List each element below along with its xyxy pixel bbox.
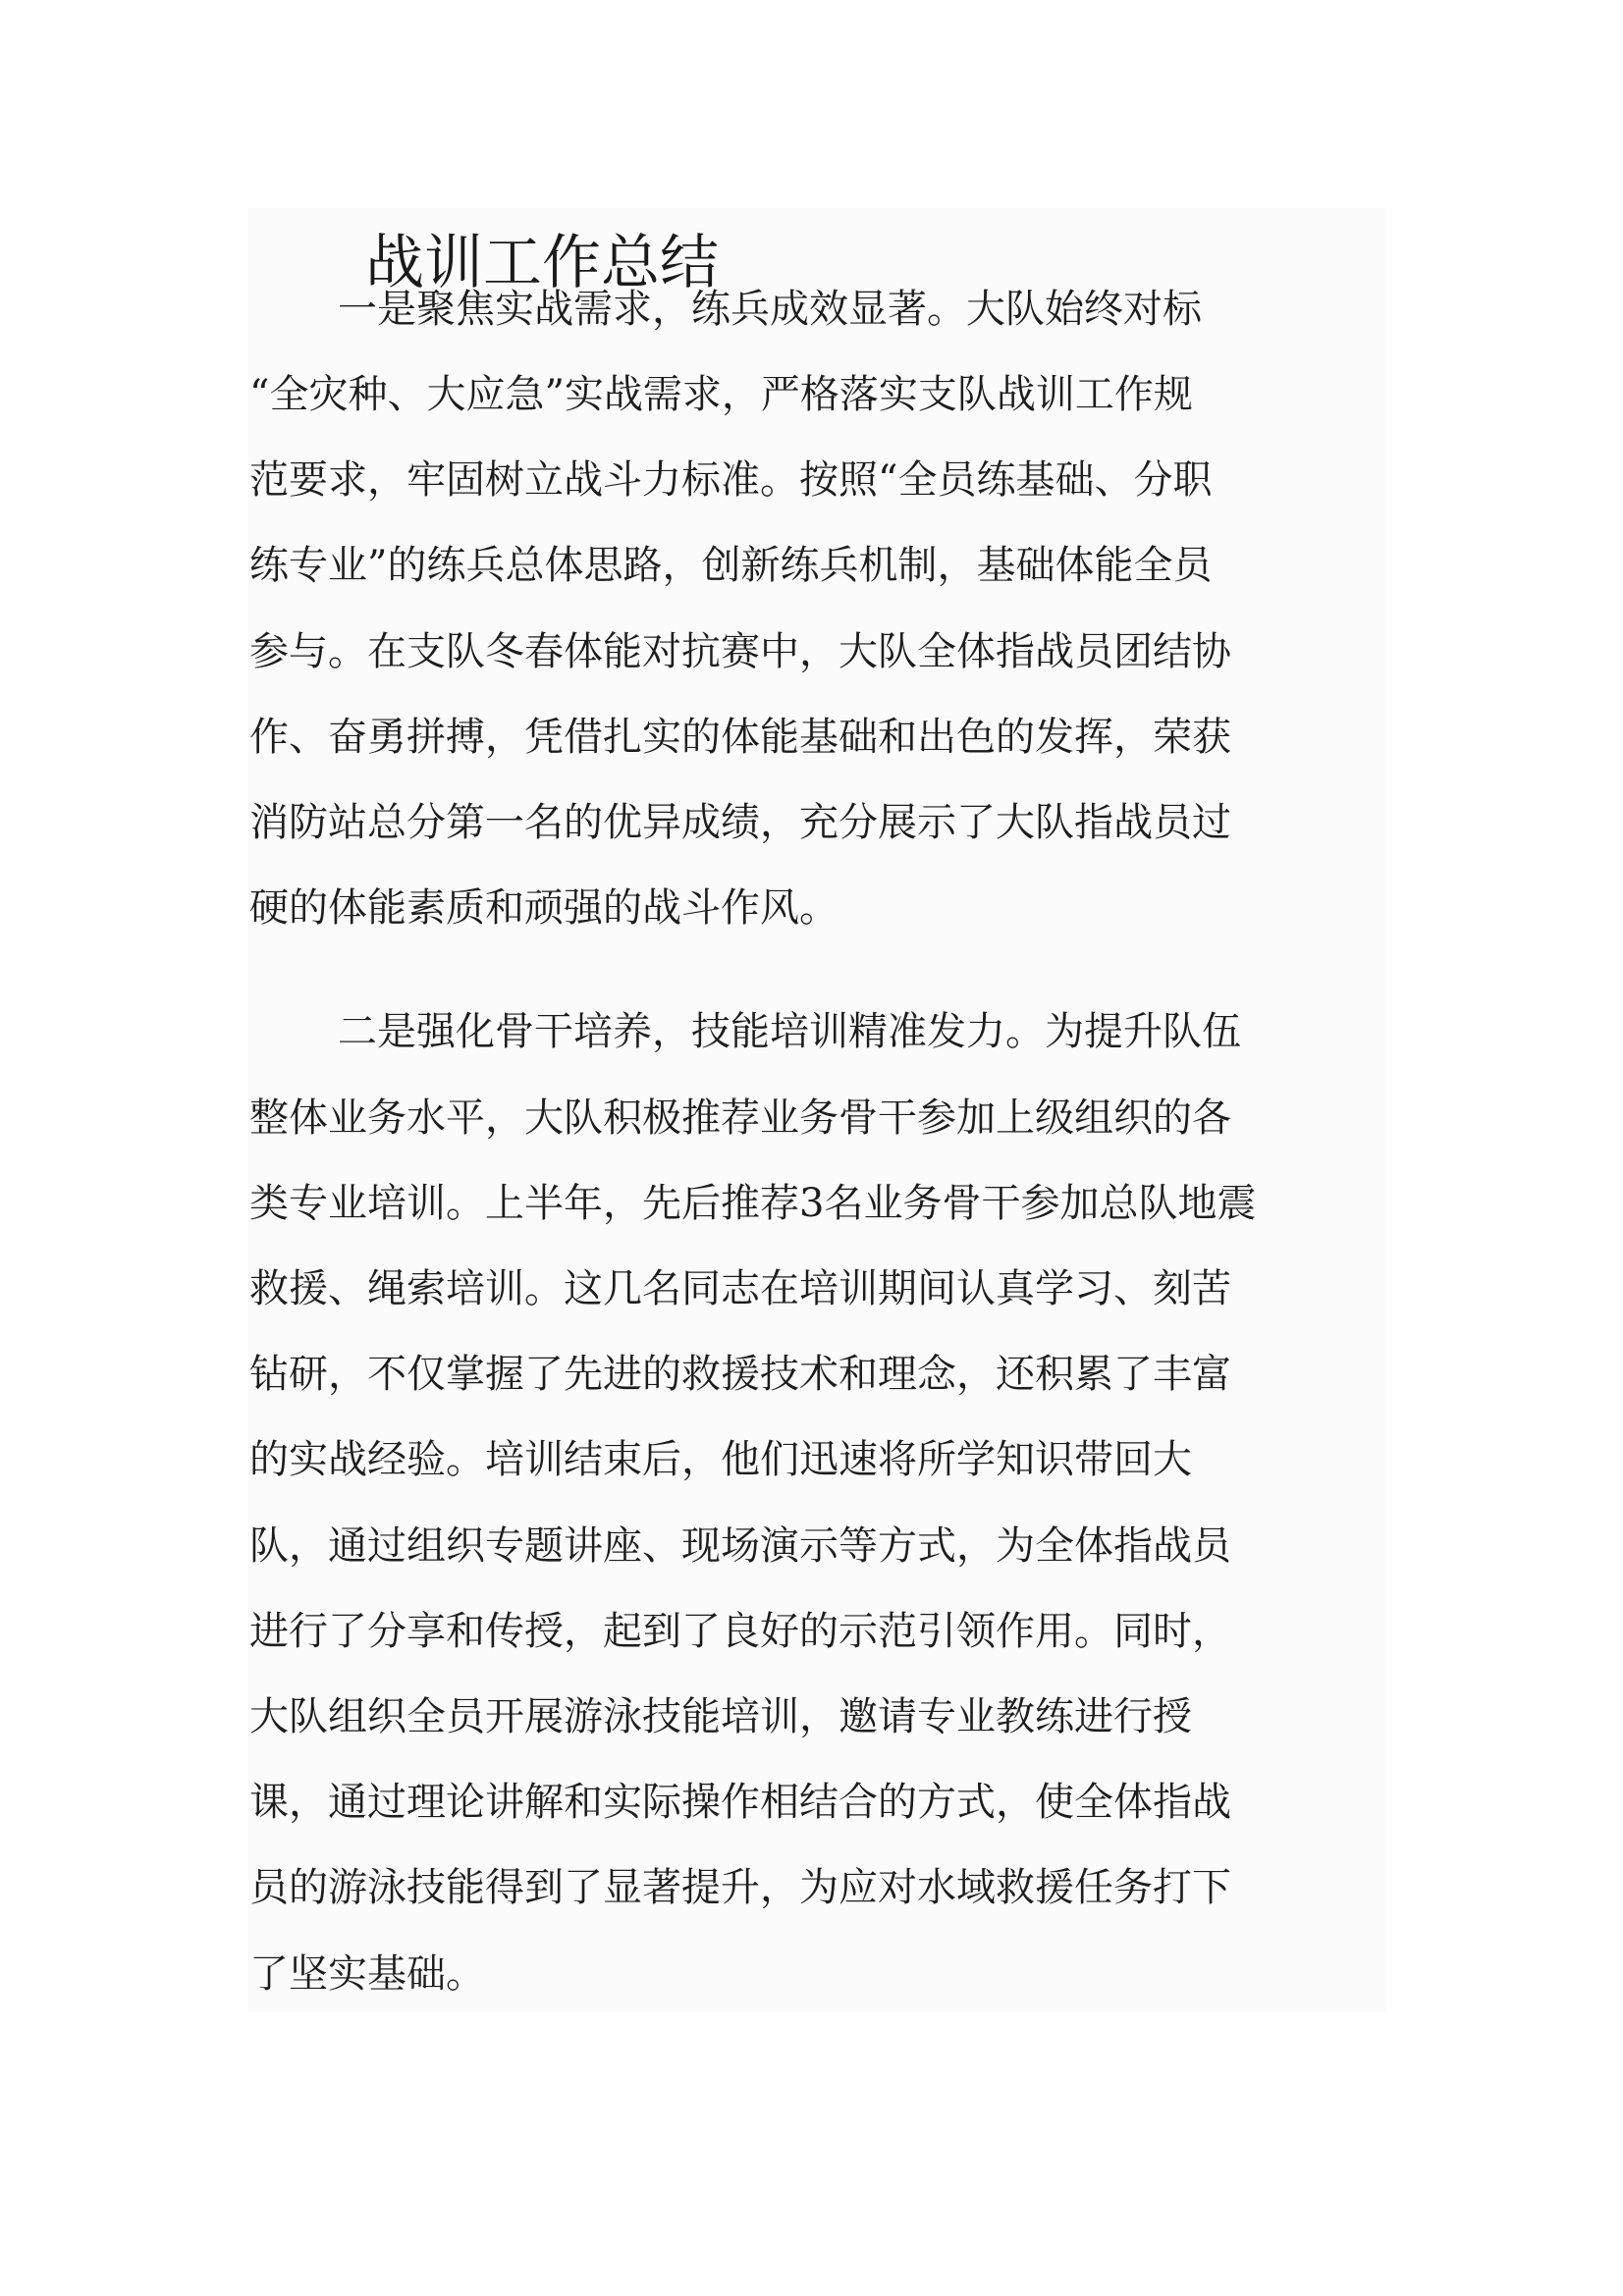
paragraph-2-line-9: 大队组织全员开展游泳技能培训，邀请专业教练进行授 <box>249 1694 1192 1739</box>
paragraph-2-line-12: 了坚实基础。 <box>249 1951 485 1997</box>
paragraph-2-line-8: 进行了分享和传授，起到了良好的示范引领作用。同时， <box>249 1609 1231 1654</box>
paragraph-1-line-6: 作、奋勇拼搏，凭借扎实的体能基础和出色的发挥，荣获 <box>249 715 1231 760</box>
paragraph-1-line-8: 硬的体能素质和顽强的战斗作风。 <box>249 885 839 931</box>
paragraph-2-line-11: 员的游泳技能得到了显著提升，为应对水域救援任务打下 <box>249 1865 1231 1910</box>
paragraph-2-line-2: 整体业务水平，大队积极推荐业务骨干参加上级组织的各 <box>249 1095 1231 1141</box>
document-title: 战训工作总结 <box>365 229 719 297</box>
paragraph-1-line-1: 一是聚焦实战需求，练兵成效显著。大队始终对标 <box>338 287 1202 332</box>
paragraph-1-line-3: 范要求，牢固树立战斗力标准。按照“全员练基础、分职 <box>249 457 1213 503</box>
paragraph-2-line-6: 的实战经验。培训结束后，他们迅速将所学知识带回大 <box>249 1437 1192 1482</box>
paragraph-1-line-2: “全灾种、大应急”实战需求，严格落实支队战训工作规 <box>249 372 1193 417</box>
paragraph-2-line-10: 课，通过理论讲解和实际操作相结合的方式，使全体指战 <box>249 1780 1231 1825</box>
paragraph-1-line-5: 参与。在支队冬春体能对抗赛中，大队全体指战员团结协 <box>249 629 1231 674</box>
paragraph-1-line-4: 练专业”的练兵总体思路，创新练兵机制，基础体能全员 <box>249 543 1213 588</box>
paragraph-1-line-7: 消防站总分第一名的优异成绩，充分展示了大队指战员过 <box>249 800 1231 845</box>
paragraph-2-line-1: 二是强化骨干培养，技能培训精准发力。为提升队伍 <box>338 1009 1241 1054</box>
paragraph-2-line-3: 类专业培训。上半年，先后推荐3名业务骨干参加总队地震 <box>249 1181 1257 1226</box>
paragraph-2-line-5: 钻研，不仅掌握了先进的救援技术和理念，还积累了丰富 <box>249 1352 1231 1397</box>
paragraph-2-line-4: 救援、绳索培训。这几名同志在培训期间认真学习、刻苦 <box>249 1266 1231 1311</box>
paragraph-2-line-7: 队，通过组织专题讲座、现场演示等方式，为全体指战员 <box>249 1523 1231 1569</box>
